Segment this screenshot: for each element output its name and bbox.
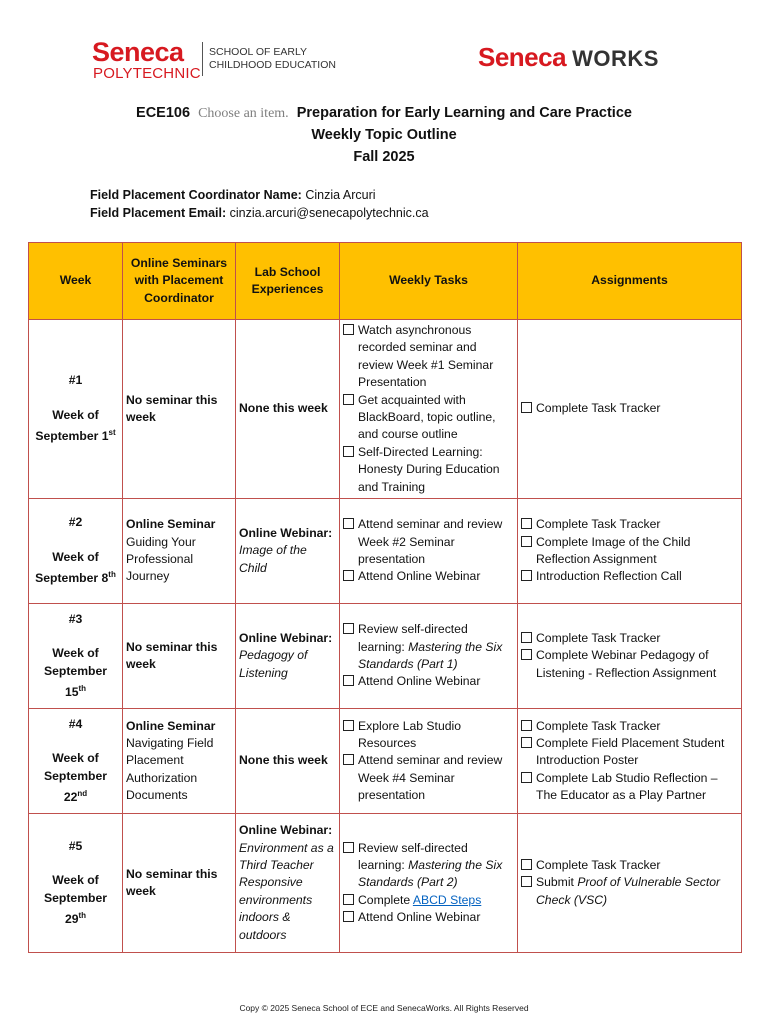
week-number: #1 bbox=[68, 373, 83, 388]
assignment-item bbox=[521, 534, 738, 569]
tasks-cell bbox=[340, 499, 518, 604]
logo-school-line2: CHILDHOOD EDUCATION bbox=[209, 59, 336, 71]
task-item bbox=[343, 892, 514, 909]
assignment-item-text: Complete Task Tracker bbox=[536, 401, 661, 416]
lab-cell bbox=[236, 814, 340, 953]
logo-seneca-works-name: Seneca bbox=[478, 42, 567, 72]
lab-title: Online Webinar: bbox=[239, 525, 333, 540]
seminar-title: No seminar this week bbox=[126, 639, 218, 672]
course-title: Preparation for Early Learning and Care Practice bbox=[296, 105, 632, 121]
lab-cell bbox=[236, 320, 340, 499]
seminar-title: No seminar this week bbox=[126, 866, 218, 899]
date-suffix: th bbox=[78, 684, 87, 694]
week-label: Week of bbox=[52, 751, 99, 766]
checkbox-icon[interactable] bbox=[343, 570, 354, 581]
date-suffix: th bbox=[108, 570, 116, 580]
task-item-text: Review self-directed learning: bbox=[358, 840, 468, 872]
table-row bbox=[29, 709, 742, 814]
checkbox-icon[interactable] bbox=[521, 402, 532, 413]
task-item-text: Self-Directed Learning: Honesty During Education and Training bbox=[358, 444, 500, 494]
abcd-steps-link[interactable]: ABCD Steps bbox=[412, 892, 482, 907]
lab-title: Online Webinar: bbox=[239, 823, 333, 838]
document-title bbox=[0, 102, 768, 168]
checkbox-icon[interactable] bbox=[343, 894, 354, 905]
tasks-cell bbox=[340, 814, 518, 953]
seneca-works-logo bbox=[478, 42, 659, 73]
logo-seneca-wordmark: Seneca bbox=[92, 37, 184, 67]
lab-title: None this week bbox=[239, 401, 328, 416]
assignment-item-text: Complete Task Tracker bbox=[536, 517, 661, 532]
task-item bbox=[343, 840, 514, 892]
date-suffix: th bbox=[78, 911, 87, 921]
coordinator-info bbox=[90, 186, 429, 222]
assignment-item bbox=[521, 874, 738, 909]
coordinator-name-line bbox=[90, 186, 429, 204]
checkbox-icon[interactable] bbox=[521, 859, 532, 870]
task-item-text: Attend seminar and review Week #4 Seminar presentation bbox=[358, 753, 503, 803]
assignment-item bbox=[521, 647, 738, 682]
assignment-item-text: Introduction Reflection Call bbox=[536, 569, 682, 584]
assignments-cell bbox=[518, 814, 742, 953]
weekly-topic-table bbox=[28, 242, 742, 953]
assignment-item-text: Submit bbox=[536, 875, 578, 890]
coordinator-email: cinzia.arcuri@senecapolytechnic.ca bbox=[229, 206, 429, 220]
week-date-line bbox=[32, 424, 119, 445]
assignments-cell bbox=[518, 709, 742, 814]
footer-copyright: Copy © 2025 Seneca School of ECE and SenecaWorks. All Rights Reserved bbox=[239, 1003, 529, 1013]
logo-school-name bbox=[209, 46, 336, 72]
checkbox-icon[interactable] bbox=[343, 754, 354, 765]
week-number: #2 bbox=[68, 515, 83, 530]
seminar-title: Online Seminar bbox=[126, 718, 216, 733]
week-label: Week of bbox=[52, 646, 99, 661]
assignment-item bbox=[521, 568, 738, 585]
week-label: Week of bbox=[52, 550, 99, 565]
outline-subtitle: Weekly Topic Outline bbox=[311, 127, 457, 143]
checkbox-icon[interactable] bbox=[521, 518, 532, 529]
week-cell bbox=[29, 499, 123, 604]
week-date-line bbox=[32, 890, 119, 929]
task-item-text: Attend Online Webinar bbox=[358, 910, 481, 925]
checkbox-icon[interactable] bbox=[343, 675, 354, 686]
logo-polytechnic-wordmark: POLYTECHNIC bbox=[93, 65, 201, 82]
tasks-cell bbox=[340, 604, 518, 709]
assignments-cell bbox=[518, 499, 742, 604]
checkbox-icon[interactable] bbox=[343, 623, 354, 634]
coordinator-name-label: Field Placement Coordinator Name: bbox=[90, 188, 302, 202]
table-row bbox=[29, 499, 742, 604]
task-item-text: Explore Lab Studio Resources bbox=[358, 718, 461, 750]
task-item bbox=[343, 444, 514, 496]
checkbox-icon[interactable] bbox=[343, 842, 354, 853]
task-item bbox=[343, 673, 514, 690]
seminar-cell bbox=[123, 814, 236, 953]
table-body bbox=[29, 320, 742, 953]
checkbox-icon[interactable] bbox=[521, 772, 532, 783]
task-item-emphasis: Mastering the Six Standards (Part 1) bbox=[358, 639, 503, 672]
date-suffix: nd bbox=[77, 789, 88, 799]
lab-title: None this week bbox=[239, 753, 328, 768]
week-number: #4 bbox=[68, 716, 83, 731]
coordinator-email-line bbox=[90, 204, 429, 222]
week-date: September 22 bbox=[44, 768, 107, 805]
assignment-item bbox=[521, 630, 738, 647]
logo-divider bbox=[202, 42, 203, 76]
week-date: September 29 bbox=[44, 890, 107, 927]
checkbox-icon[interactable] bbox=[521, 649, 532, 660]
task-item bbox=[343, 718, 514, 753]
checkbox-icon[interactable] bbox=[343, 720, 354, 731]
assignment-item-text: Complete Image of the Child Reflection Assignment bbox=[536, 534, 691, 567]
col-header-seminars: Online Seminars with Placement Coordinator bbox=[123, 243, 236, 320]
assignment-item-text: Complete Field Placement Student Introduction Poster bbox=[536, 735, 725, 768]
checkbox-icon[interactable] bbox=[521, 632, 532, 643]
task-item-text: Attend Online Webinar bbox=[358, 674, 481, 689]
assignment-item-text: Complete Webinar Pedagogy of Listening - Reflection Assignment bbox=[536, 648, 717, 680]
lab-topic: Environment as a Third Teacher Responsive environments indoors & outdoors bbox=[239, 840, 334, 942]
week-date: September 8 bbox=[35, 571, 109, 586]
assignments-cell bbox=[518, 320, 742, 499]
checkbox-icon[interactable] bbox=[521, 876, 532, 887]
week-date-line bbox=[32, 566, 119, 587]
assignment-item bbox=[521, 516, 738, 533]
seminar-cell bbox=[123, 499, 236, 604]
checkbox-icon[interactable] bbox=[521, 570, 532, 581]
term: Fall 2025 bbox=[353, 149, 415, 165]
seminar-description: Navigating Field Placement Authorization Documents bbox=[126, 735, 214, 803]
seminar-title: No seminar this week bbox=[126, 392, 218, 425]
lab-cell bbox=[236, 499, 340, 604]
coordinator-email-label: Field Placement Email: bbox=[90, 206, 227, 220]
table-header-row bbox=[29, 243, 742, 320]
assignment-item-text: Complete Task Tracker bbox=[536, 857, 661, 872]
lab-topic: Pedagogy of Listening bbox=[239, 648, 308, 680]
logo-school-line1: SCHOOL OF EARLY bbox=[209, 46, 308, 58]
assignment-item bbox=[521, 718, 738, 735]
task-item bbox=[343, 568, 514, 585]
tasks-cell bbox=[340, 320, 518, 499]
task-item-text: Attend seminar and review Week #2 Seminar presentation bbox=[358, 517, 503, 567]
assignment-item bbox=[521, 857, 738, 874]
week-date: September 1 bbox=[35, 429, 109, 444]
week-number: #5 bbox=[68, 838, 83, 853]
assignment-item bbox=[521, 735, 738, 770]
task-item-text: Review self-directed learning: bbox=[358, 622, 468, 654]
coordinator-name: Cinzia Arcuri bbox=[305, 188, 376, 202]
checkbox-icon[interactable] bbox=[521, 720, 532, 731]
course-title-line bbox=[0, 102, 768, 124]
task-item-text: Get acquainted with BlackBoard, topic outline, and course outline bbox=[358, 392, 496, 442]
week-date-line bbox=[32, 768, 119, 807]
task-item-emphasis: Mastering the Six Standards (Part 2) bbox=[358, 857, 503, 890]
date-suffix: st bbox=[108, 428, 116, 438]
assignment-item-text: Complete Task Tracker bbox=[536, 718, 661, 733]
checkbox-icon[interactable] bbox=[343, 911, 354, 922]
assignment-item-emphasis: Proof of Vulnerable Sector Check (VSC) bbox=[536, 875, 721, 907]
assignment-item-text: Complete Task Tracker bbox=[536, 630, 661, 645]
task-item bbox=[343, 621, 514, 673]
col-header-week: Week bbox=[29, 243, 123, 320]
seminar-cell bbox=[123, 320, 236, 499]
task-item bbox=[343, 322, 514, 392]
table-row bbox=[29, 604, 742, 709]
week-label: Week of bbox=[52, 873, 99, 888]
week-date-line bbox=[32, 663, 119, 702]
task-item-text: Complete bbox=[358, 892, 413, 907]
seminar-title: Online Seminar bbox=[126, 517, 216, 532]
checkbox-icon[interactable] bbox=[343, 394, 354, 405]
week-label: Week of bbox=[52, 408, 99, 422]
checkbox-icon[interactable] bbox=[343, 518, 354, 529]
lab-title: Online Webinar: bbox=[239, 630, 333, 645]
task-item bbox=[343, 516, 514, 568]
assignment-item-text: Complete Lab Studio Reflection – The Educator as a Play Partner bbox=[536, 770, 718, 803]
week-date: September 15 bbox=[44, 663, 107, 700]
choose-item-field[interactable]: Choose an item. bbox=[198, 106, 289, 121]
lab-topic: Image of the Child bbox=[239, 543, 307, 575]
table-row bbox=[29, 814, 742, 953]
week-cell bbox=[29, 604, 123, 709]
seminar-cell bbox=[123, 709, 236, 814]
checkbox-icon[interactable] bbox=[343, 446, 354, 457]
task-item-text: Attend Online Webinar bbox=[358, 569, 481, 584]
task-item bbox=[343, 752, 514, 804]
lab-cell bbox=[236, 604, 340, 709]
week-cell bbox=[29, 320, 123, 499]
week-number: #3 bbox=[68, 611, 83, 626]
table-row bbox=[29, 320, 742, 499]
col-header-tasks: Weekly Tasks bbox=[340, 243, 518, 320]
seminar-description: Guiding Your Professional Journey bbox=[126, 534, 196, 584]
assignments-cell bbox=[518, 604, 742, 709]
col-header-lab: Lab School Experiences bbox=[236, 243, 340, 320]
week-cell bbox=[29, 814, 123, 953]
week-cell bbox=[29, 709, 123, 814]
task-item bbox=[343, 909, 514, 926]
course-code: ECE106 bbox=[136, 105, 191, 121]
checkbox-icon[interactable] bbox=[343, 324, 354, 335]
task-item-text: Watch asynchronous recorded seminar and review Week #1 Seminar Presentation bbox=[358, 323, 494, 390]
logo-works-word: WORKS bbox=[572, 46, 659, 71]
seminar-cell bbox=[123, 604, 236, 709]
assignment-item bbox=[521, 400, 738, 417]
col-header-assignments: Assignments bbox=[518, 243, 742, 320]
checkbox-icon[interactable] bbox=[521, 737, 532, 748]
tasks-cell bbox=[340, 709, 518, 814]
assignment-item bbox=[521, 770, 738, 805]
task-item bbox=[343, 392, 514, 444]
checkbox-icon[interactable] bbox=[521, 536, 532, 547]
lab-cell bbox=[236, 709, 340, 814]
